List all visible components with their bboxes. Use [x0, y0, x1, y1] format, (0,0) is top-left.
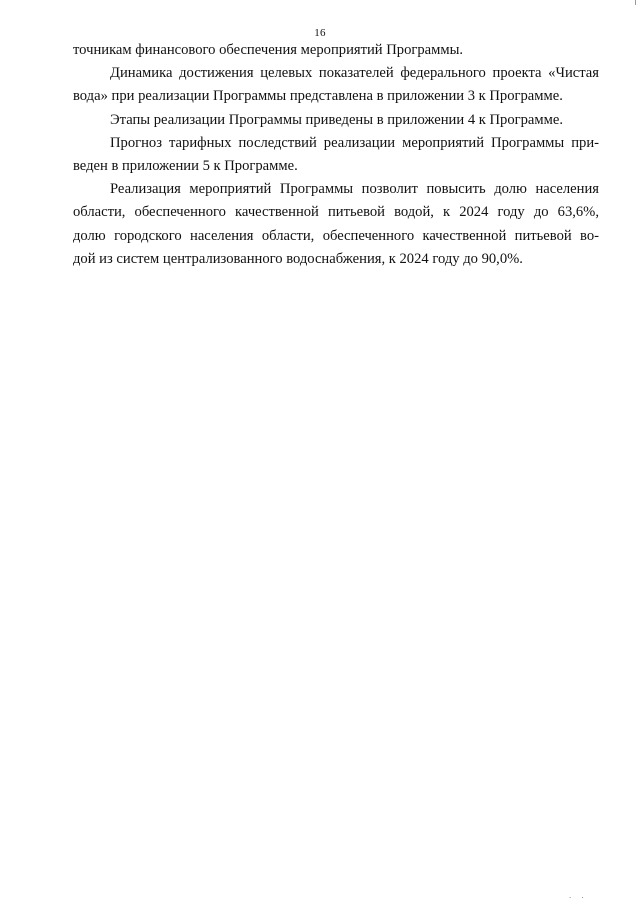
text-line: вода» при реализации Программы представлена в приложении 3 к Программе.	[73, 88, 563, 105]
text-line: Реализация мероприятий Программы позволит повысить долю населения	[110, 181, 599, 198]
text-line: области, обеспеченного качественной питьевой водой, к 2024 году до 63,6%,	[73, 204, 599, 221]
paragraph-tariff-forecast	[73, 132, 599, 178]
text-body	[73, 39, 599, 271]
paragraph-continuation	[73, 39, 599, 62]
page-number: 16	[314, 27, 326, 39]
text-line: веден в приложении 5 к Программе.	[73, 158, 298, 175]
scan-artifact-specks: · ·	[569, 894, 588, 902]
text-line: Динамика достижения целевых показателей федерального проекта «Чистая	[110, 65, 599, 82]
scan-edge-mark	[635, 0, 636, 5]
paragraph-program-outcome	[73, 178, 599, 271]
paragraph-targets-dynamics	[73, 62, 599, 108]
text-line: точникам финансового обеспечения мероприятий Программы.	[73, 42, 464, 58]
text-line: долю городского населения области, обеспеченного качественной питьевой во-	[73, 227, 599, 244]
paragraph-implementation-stages	[73, 109, 599, 132]
text-line: Прогноз тарифных последствий реализации мероприятий Программы при-	[110, 134, 599, 151]
text-line: дой из систем централизованного водоснабжения, к 2024 году до 90,0%.	[73, 250, 523, 267]
text-line: Этапы реализации Программы приведены в приложении 4 к Программе.	[110, 111, 563, 128]
